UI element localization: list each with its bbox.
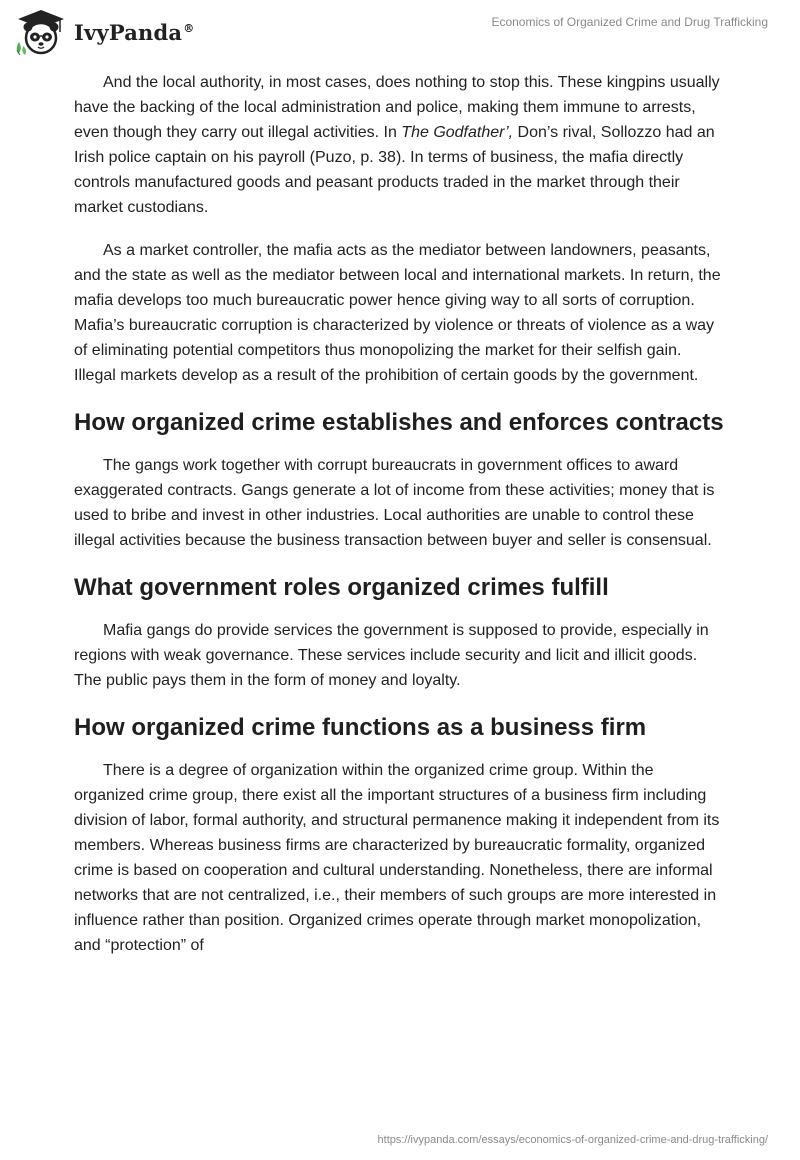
page-header — [0, 0, 800, 64]
section-heading: How organized crime establishes and enforces contracts — [74, 409, 724, 436]
paragraph: As a market controller, the mafia acts as the mediator between landowners, peasants, and the state as well as the mediator between local and international markets. In return, the mafia develops too much bureaucratic power hence giving way to all sorts of corruption. Mafia’s bureaucratic corruption is characterized by violence or threats of violence as a way of eliminating potential competitors thus monopolizing the market for their selfish gain. Illegal markets develop as a result of the prohibition of certain goods by the government. — [74, 242, 721, 384]
source-url-link[interactable]: https://ivypanda.com/essays/economics-of-organized-crime-and-drug-trafficking/ — [377, 1134, 768, 1146]
essay-content — [74, 70, 726, 976]
section-heading: What government roles organized crimes fulfill — [74, 574, 609, 601]
document-title: Economics of Organized Crime and Drug Trafficking — [491, 15, 768, 29]
paragraph: The gangs work together with corrupt bureaucrats in government offices to award exaggerated contracts. Gangs generate a lot of income from these activities; money that is used to bribe and invest in other industries. Local authorities are unable to control these illegal activities because the business transaction between buyer and seller is consensual. — [74, 457, 715, 549]
panda-graduate-icon — [14, 8, 68, 56]
brand-name: IvyPanda® — [74, 19, 195, 45]
section-heading: How organized crime functions as a business firm — [74, 714, 647, 741]
paragraph: And the local authority, in most cases, does nothing to stop this. These kingpins usually have the backing of the local administration and police, making them immune to arrests, even though they carry out illegal activities. In The Godfather’, Don’s rival, Sollozzo had an Irish police captain on his payroll (Puzo, p. 38). In terms of business, the mafia directly controls manufactured goods and peasant products traded in the market through their market custodians. — [74, 74, 720, 216]
paragraph: There is a degree of organization within the organized crime group. Within the organized crime group, there exist all the important structures of a business firm including division of labor, formal authority, and structural permanence making it independent from its members. Whereas business firms are characterized by bureaucratic formality, organized crime is based on cooperation and cultural understanding. Nonetheless, there are informal networks that are not centralized, i.e., their members of such groups are more interested in influence rather than position. Organized crimes operate through market monopolization, and “protection” of — [74, 762, 720, 954]
ivypanda-logo[interactable] — [14, 8, 194, 56]
book-title-italic: The Godfather’, — [401, 124, 514, 141]
paragraph: Mafia gangs do provide services the government is supposed to provide, especially in regions with weak governance. These services include security and licit and illicit goods. The public pays them in the form of money and loyalty. — [74, 622, 709, 689]
